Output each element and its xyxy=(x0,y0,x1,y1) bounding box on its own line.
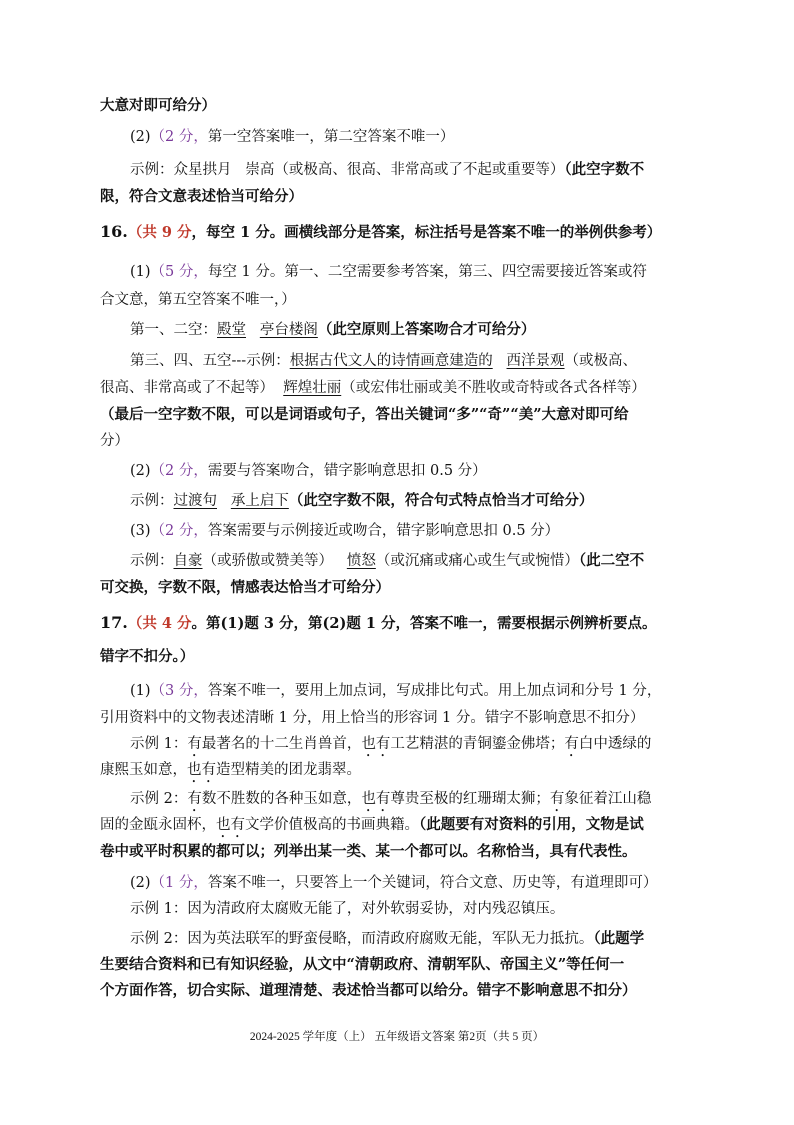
q15-example xyxy=(130,160,644,180)
instruction: 。第(1)题 3 分，第(2)题 1 分，答案不唯一，需要根据示例辨析要点。 xyxy=(191,615,657,632)
instruction: ，每空 1 分。画横线部分是答案，标注括号是答案不唯一的举例供参考） xyxy=(191,224,662,241)
q17-2-header xyxy=(130,873,657,893)
q16-blanks-3-5 xyxy=(130,351,637,371)
grading-note: 可交换，字数不限，情感表达恰当才可给分） xyxy=(100,579,390,596)
q17-example-2-cont xyxy=(100,815,644,841)
dotted-word: 也有 xyxy=(361,736,391,752)
page-footer: 2024-2025 学年度（上） 五年级语文答案 第2页（共 5 页） xyxy=(249,1031,545,1043)
points: （2 分， xyxy=(150,463,208,479)
grading-note: 卷中或平时积累的都可以；列举出某一类、某一个都可以。名称恰当，具有代表性。 xyxy=(100,843,637,860)
example-text: 固的金瓯永固杯， xyxy=(100,817,216,833)
points: （5 分， xyxy=(150,264,208,280)
question-number: 16. xyxy=(100,222,128,241)
example-label: 示例 2： xyxy=(130,791,188,807)
answer: 过渡句 xyxy=(173,493,217,509)
answer: 根据古代文人的诗情画意建造的 xyxy=(289,353,493,369)
sub-number: (2) xyxy=(130,129,151,145)
grading-note: 分） xyxy=(100,433,129,449)
q17-2-example-1 xyxy=(130,899,564,919)
points: （共 4 分 xyxy=(127,615,192,632)
answer: 崇高（或极高、很高、非常高或了不起或重要等） xyxy=(245,162,565,178)
instruction: 答案不唯一，只要答上一个关键词，符合文意、历史等，有道理即可） xyxy=(207,875,658,891)
blank-label: 第三、四、五空---示例： xyxy=(130,353,290,369)
answer: 承上启下 xyxy=(230,493,289,509)
sub-number: (3) xyxy=(130,523,151,539)
q15-example-note xyxy=(100,187,303,207)
dotted-word: 有 xyxy=(549,791,565,807)
example-label: 示例 1： xyxy=(130,736,188,752)
points: （2 分， xyxy=(150,523,208,539)
dotted-word: 也有 xyxy=(361,791,391,807)
q17-example-1 xyxy=(130,734,651,760)
example-text: 示例 2：因为英法联军的野蛮侵略，而清政府腐败无能，军队无力抵抗。 xyxy=(130,931,594,947)
answer: 自豪 xyxy=(173,553,203,569)
dotted-word: 有 xyxy=(187,736,202,752)
grading-note: （此空字数不 xyxy=(564,161,645,178)
dotted-word: 有 xyxy=(564,736,579,752)
q16-grading-note-cont xyxy=(100,431,129,451)
q16-blanks-1-2 xyxy=(130,320,535,340)
sub-number: (2) xyxy=(130,463,151,479)
instruction: 每空 1 分。第一、二空需要参考答案，第三、四空需要接近答案或符 xyxy=(207,264,647,280)
question-number: 17. xyxy=(100,613,128,632)
instruction: 合文意，第五空答案不唯一，） xyxy=(100,292,296,308)
example-label: 示例： xyxy=(130,493,174,509)
instruction: 引用资料中的文物表述清晰 1 分，用上恰当的形容词 1 分。错字不影响意思不扣分） xyxy=(100,710,645,726)
q17-1-header xyxy=(130,681,661,701)
q16-2-header xyxy=(130,461,487,481)
sub-number: (1) xyxy=(130,264,151,280)
instruction: 错字不扣分。） xyxy=(100,648,195,665)
example-text: 康熙玉如意， xyxy=(100,762,187,778)
grading-note: （此题要有对资料的引用，文物是试 xyxy=(419,816,644,833)
q17-1-header-cont xyxy=(100,708,644,728)
alternatives: 很高、非常高或了不起等） xyxy=(100,380,274,396)
grading-note: （此空原则上答案吻合才可给分） xyxy=(317,321,536,338)
example-text: 数不胜数的各种玉如意， xyxy=(201,791,362,807)
q16-3-header xyxy=(130,521,559,541)
example-text: 象征着江山稳 xyxy=(564,791,652,807)
continued-note xyxy=(100,96,216,116)
alternatives: （或沉痛或痛心或生气或惋惜） xyxy=(375,553,579,569)
answer: 殿堂 xyxy=(217,322,246,338)
q16-header xyxy=(100,222,661,243)
q17-2-note-cont xyxy=(100,981,637,1001)
text: 大意对即可给分） xyxy=(100,97,216,114)
q17-example-1-cont xyxy=(100,760,361,786)
q17-header xyxy=(100,613,657,634)
dotted-word: 有 xyxy=(187,791,202,807)
sub-number: (1) xyxy=(130,683,151,699)
dotted-word: 也有 xyxy=(187,762,216,778)
example-text: 最著名的十二生肖兽首， xyxy=(201,736,362,752)
points: （共 9 分 xyxy=(127,224,192,241)
blank-label: 第一、二空： xyxy=(130,322,217,338)
example-label: 示例： xyxy=(130,553,174,569)
instruction: 答案不唯一，要用上加点词，写成排比句式。用上加点词和分号 1 分， xyxy=(207,683,662,699)
alternatives: （或宏伟壮丽或美不胜收或奇特或各式各样等） xyxy=(341,380,646,396)
example-text: 示例 1：因为清政府太腐败无能了，对外软弱妥协，对内残忍镇压。 xyxy=(130,901,565,917)
points: （3 分， xyxy=(150,683,208,699)
q16-grading-note xyxy=(100,405,629,425)
instruction: 第一空答案唯一，第二空答案不唯一） xyxy=(207,129,455,145)
sub-number: (2) xyxy=(130,875,151,891)
q16-2-example xyxy=(130,491,593,511)
q17-example-2 xyxy=(130,789,651,815)
grading-note: （此二空不 xyxy=(578,552,645,569)
grading-note: 生要结合资料和已有知识经验，从文中“清朝政府、清朝军队、帝国主义”等任何一 xyxy=(100,956,625,973)
example-text: 尊贵至极的红珊瑚太狮； xyxy=(390,791,550,807)
dotted-word: 也有 xyxy=(216,817,245,833)
q16-3-example xyxy=(130,551,644,571)
answer: 亭台楼阁 xyxy=(259,322,318,338)
example-text: 工艺精湛的青铜鎏金佛塔； xyxy=(390,736,565,752)
alternatives: （或极高、 xyxy=(564,353,638,369)
answer: 众星拱月 xyxy=(173,162,232,178)
alternatives: （或骄傲或赞美等） xyxy=(202,553,333,569)
answer: 愤怒 xyxy=(346,553,376,569)
example-text: 造型精美的团龙翡翠。 xyxy=(216,762,361,778)
q17-2-example-2 xyxy=(130,929,644,949)
q17-header-cont xyxy=(100,647,194,667)
points: （2 分， xyxy=(150,129,208,145)
grading-note: 限，符合文意表述恰当可给分） xyxy=(100,188,303,205)
instruction: 需要与答案吻合，错字影响意思扣 0.5 分） xyxy=(207,463,487,479)
q16-3-note-cont xyxy=(100,578,390,598)
q16-blanks-3-5-cont xyxy=(100,378,646,398)
q15-2-header xyxy=(130,127,454,147)
example-text: 白中透绿的 xyxy=(578,736,652,752)
q16-1-header-cont xyxy=(100,290,296,310)
q17-2-note xyxy=(100,955,624,975)
q16-1-header xyxy=(130,262,647,282)
example-label: 示例： xyxy=(130,162,174,178)
q17-example-2-note xyxy=(100,842,637,862)
answer: 辉煌壮丽 xyxy=(283,380,342,396)
answer: 西洋景观 xyxy=(506,353,565,369)
grading-note: （此空字数不限，符合句式特点恰当才可给分） xyxy=(288,492,594,509)
grading-note: （最后一空字数不限，可以是词语或句子，答出关键词“多”“奇”“美”大意对即可给 xyxy=(100,406,629,423)
grading-note: 个方面作答，切合实际、道理清楚、表述恰当都可以给分。错字不影响意思不扣分） xyxy=(100,982,637,999)
instruction: 答案需要与示例接近或吻合，错字影响意思扣 0.5 分） xyxy=(207,523,560,539)
grading-note: （此题学 xyxy=(593,930,645,947)
example-text: 文学价值极高的书画典籍。 xyxy=(245,817,419,833)
points: （1 分， xyxy=(150,875,208,891)
